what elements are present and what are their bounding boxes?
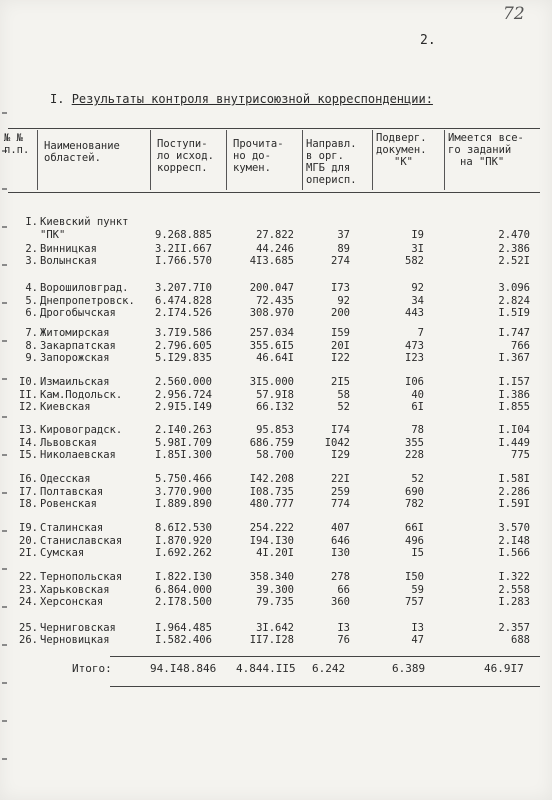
total-subjected: 6.389 <box>392 662 426 675</box>
row-subjected: I50 <box>405 571 424 583</box>
row-sent: I59 <box>331 327 350 339</box>
table-row <box>0 424 552 437</box>
row-read: 58.700 <box>256 449 294 461</box>
row-sent: 92 <box>337 295 350 307</box>
row-read: 4I.20I <box>256 547 294 559</box>
total-bottom-rule <box>110 686 540 687</box>
row-region: Днепропетровск. <box>40 295 135 307</box>
row-received: 2.9I5.I49 <box>155 401 212 413</box>
header-subjected: Подверг. докумен. "К" <box>376 132 427 168</box>
row-region: Николаевская <box>40 449 116 461</box>
row-tasks: 775 <box>511 449 530 461</box>
table-row <box>0 376 552 389</box>
row-sent: 774 <box>331 498 350 510</box>
row-tasks: I.855 <box>498 401 530 413</box>
row-region: Львовская <box>40 437 97 449</box>
row-number: 23. <box>19 584 38 596</box>
header-region: Наименование областей. <box>44 140 120 164</box>
archive-page-number: 72 <box>503 4 525 24</box>
row-number: 20. <box>19 535 38 547</box>
row-subjected: 59 <box>411 584 424 596</box>
table-row <box>0 571 552 584</box>
row-read: 355.6I5 <box>249 340 294 352</box>
column-divider <box>444 130 445 190</box>
row-received: I.85I.300 <box>155 449 212 461</box>
row-number: 24. <box>19 596 38 608</box>
total-received: 94.I48.846 <box>150 662 217 675</box>
row-read: II7.I28 <box>249 634 294 646</box>
row-sent: 66 <box>337 584 350 596</box>
header-received: Поступи- ло исход. корресп. <box>157 138 214 174</box>
row-sent: 58 <box>337 389 350 401</box>
row-number: 26. <box>19 634 38 646</box>
row-subjected: 78 <box>411 424 424 436</box>
row-sent: 274 <box>331 255 350 267</box>
row-sent: 89 <box>337 243 350 255</box>
row-subjected: 496 <box>405 535 424 547</box>
row-received: 2.796.605 <box>155 340 212 352</box>
row-received: 3.770.900 <box>155 486 212 498</box>
row-subjected: 40 <box>411 389 424 401</box>
row-tasks: 2.386 <box>498 243 530 255</box>
row-read: 200.047 <box>249 282 294 294</box>
row-region: Запорожская <box>40 352 110 364</box>
table-row <box>0 634 552 647</box>
row-tasks: 766 <box>511 340 530 352</box>
section-heading <box>50 92 433 106</box>
total-top-rule <box>110 656 540 657</box>
row-tasks: 2.558 <box>498 584 530 596</box>
table-row <box>0 596 552 609</box>
table-row <box>0 547 552 560</box>
table-row <box>0 216 552 241</box>
table-row <box>0 282 552 295</box>
row-number: II. <box>19 389 38 401</box>
row-tasks: I.59I <box>498 498 530 510</box>
row-region: Черниговская <box>40 622 116 634</box>
row-number: 2I. <box>19 547 38 559</box>
row-tasks: 2.824 <box>498 295 530 307</box>
row-number: I. <box>25 216 38 228</box>
total-read: 4.844.II5 <box>236 662 296 675</box>
table-row <box>0 307 552 320</box>
row-sent: I3 <box>337 622 350 634</box>
row-read: 46.64I <box>256 352 294 364</box>
row-received: 5.98I.709 <box>155 437 212 449</box>
row-read: 480.777 <box>249 498 294 510</box>
table-row <box>0 401 552 414</box>
row-received: 3.207.7I0 <box>155 282 212 294</box>
row-sent: I22 <box>331 352 350 364</box>
total-label: Итого: <box>72 662 112 675</box>
row-read: 95.853 <box>256 424 294 436</box>
row-number: I7. <box>19 486 38 498</box>
row-read: 3I5.000 <box>249 376 294 388</box>
row-received: 3.7I9.586 <box>155 327 212 339</box>
row-read: I94.I30 <box>249 535 294 547</box>
row-number: 7. <box>25 327 38 339</box>
page-number: 2. <box>420 33 436 48</box>
column-divider <box>37 130 38 190</box>
row-read: 39.300 <box>256 584 294 596</box>
row-sent: 407 <box>331 522 350 534</box>
row-region: Винницкая <box>40 243 97 255</box>
table-row <box>0 255 552 268</box>
row-received: 9.268.885 <box>155 229 212 241</box>
total-sent: 6.242 <box>312 662 346 675</box>
row-region: Киевская <box>40 401 91 413</box>
row-tasks: I.58I <box>498 473 530 485</box>
row-received: 2.I40.263 <box>155 424 212 436</box>
row-read: 57.9I8 <box>256 389 294 401</box>
row-subjected: 355 <box>405 437 424 449</box>
row-subjected: 757 <box>405 596 424 608</box>
column-divider <box>150 130 151 190</box>
row-subjected: I5 <box>411 547 424 559</box>
row-region: Измаильская <box>40 376 110 388</box>
row-read: I08.735 <box>249 486 294 498</box>
row-received: I.822.I30 <box>155 571 212 583</box>
row-region: Херсонская <box>40 596 104 608</box>
row-subjected: 47 <box>411 634 424 646</box>
row-tasks: I.449 <box>498 437 530 449</box>
row-tasks: I.367 <box>498 352 530 364</box>
row-number: I2. <box>19 401 38 413</box>
row-tasks: I.283 <box>498 596 530 608</box>
row-received: 6.474.828 <box>155 295 212 307</box>
header-read: Прочита- но до- кумен. <box>233 138 284 174</box>
row-read: 66.I32 <box>256 401 294 413</box>
row-read: 308.970 <box>249 307 294 319</box>
row-subjected: I3 <box>411 622 424 634</box>
header-sent: Направл. в орг. МГБ для оперисп. <box>306 138 357 186</box>
row-region: Станиславская <box>40 535 123 547</box>
row-subjected: 582 <box>405 255 424 267</box>
row-sent: 20I <box>331 340 350 352</box>
row-received: 2.560.000 <box>155 376 212 388</box>
row-sent: 278 <box>331 571 350 583</box>
row-received: 2.956.724 <box>155 389 212 401</box>
row-tasks: 3.570 <box>498 522 530 534</box>
row-number: 6. <box>25 307 38 319</box>
column-divider <box>226 130 227 190</box>
row-number: 2. <box>25 243 38 255</box>
row-region: Закарпатская <box>40 340 116 352</box>
row-subjected: 443 <box>405 307 424 319</box>
row-subjected: I23 <box>405 352 424 364</box>
row-tasks: 2.I48 <box>498 535 530 547</box>
table-row <box>0 522 552 535</box>
row-number: 8. <box>25 340 38 352</box>
row-number: I8. <box>19 498 38 510</box>
row-received: I.889.890 <box>155 498 212 510</box>
row-read: 27.822 <box>256 229 294 241</box>
row-number: 25. <box>19 622 38 634</box>
row-region: Сталинская <box>40 522 104 534</box>
row-received: I.964.485 <box>155 622 212 634</box>
row-tasks: 2.286 <box>498 486 530 498</box>
row-sent: 76 <box>337 634 350 646</box>
row-region: Киевский пункт <box>40 216 129 228</box>
section-number: I. <box>50 92 65 106</box>
row-received: 2.I78.500 <box>155 596 212 608</box>
row-number: 4. <box>25 282 38 294</box>
row-received: 2.I74.526 <box>155 307 212 319</box>
row-number: 9. <box>25 352 38 364</box>
table-row <box>0 449 552 462</box>
table-top-rule <box>8 128 540 129</box>
section-title: Результаты контроля внутрисоюзной корреспонденции: <box>71 92 433 106</box>
total-tasks: 46.9I7 <box>484 662 524 675</box>
row-read: 254.222 <box>249 522 294 534</box>
row-region: Черновицкая <box>40 634 110 646</box>
row-number: I4. <box>19 437 38 449</box>
row-tasks: 3.096 <box>498 282 530 294</box>
row-sent: 259 <box>331 486 350 498</box>
row-region: Кировоградск. <box>40 424 123 436</box>
row-sent: I29 <box>331 449 350 461</box>
row-sent: I042 <box>324 437 350 449</box>
row-read: 72.435 <box>256 295 294 307</box>
row-sent: I73 <box>331 282 350 294</box>
column-divider <box>372 130 373 190</box>
row-sent: 22I <box>331 473 350 485</box>
row-region: Кам.Подольск. <box>40 389 123 401</box>
row-received: I.582.406 <box>155 634 212 646</box>
row-received: 3.2II.667 <box>155 243 212 255</box>
row-sent: 646 <box>331 535 350 547</box>
table-row <box>0 327 552 340</box>
row-tasks: I.I04 <box>498 424 530 436</box>
row-number: 22. <box>19 571 38 583</box>
row-read: 3I.642 <box>256 622 294 634</box>
row-subjected: 7 <box>417 327 424 339</box>
row-read: 358.340 <box>249 571 294 583</box>
row-region: Волынская <box>40 255 97 267</box>
row-sent: 200 <box>331 307 350 319</box>
row-region: Ворошиловград. <box>40 282 129 294</box>
row-number: I5. <box>19 449 38 461</box>
row-sent: 360 <box>331 596 350 608</box>
row-region: Харьковская <box>40 584 110 596</box>
row-region: Ровенская <box>40 498 97 510</box>
row-tasks: I.386 <box>498 389 530 401</box>
row-tasks: 2.52I <box>498 255 530 267</box>
row-subjected: I06 <box>405 376 424 388</box>
row-number: I9. <box>19 522 38 534</box>
row-number: 5. <box>25 295 38 307</box>
column-divider <box>302 130 303 190</box>
row-number: I3. <box>19 424 38 436</box>
row-read: I42.208 <box>249 473 294 485</box>
table-row <box>0 498 552 511</box>
row-number: I0. <box>19 376 38 388</box>
row-read: 44.246 <box>256 243 294 255</box>
row-tasks: I.322 <box>498 571 530 583</box>
row-sent: I74 <box>331 424 350 436</box>
row-tasks: I.5I9 <box>498 307 530 319</box>
row-subjected: I9 <box>411 229 424 241</box>
row-region: Сумская <box>40 547 85 559</box>
table-header-rule <box>8 192 540 193</box>
row-received: I.766.570 <box>155 255 212 267</box>
row-received: I.692.262 <box>155 547 212 559</box>
row-subjected: 52 <box>411 473 424 485</box>
row-received: 5.750.466 <box>155 473 212 485</box>
row-region: Полтавская <box>40 486 104 498</box>
row-tasks: 2.470 <box>498 229 530 241</box>
row-subjected: 690 <box>405 486 424 498</box>
row-subjected: 473 <box>405 340 424 352</box>
row-read: 686.759 <box>249 437 294 449</box>
header-number: № № п.п. <box>4 132 30 156</box>
row-tasks: I.747 <box>498 327 530 339</box>
row-read: 257.034 <box>249 327 294 339</box>
row-subjected: 92 <box>411 282 424 294</box>
row-sent: 37 <box>337 229 350 241</box>
row-sent: 52 <box>337 401 350 413</box>
row-sent: I30 <box>331 547 350 559</box>
row-tasks: 2.357 <box>498 622 530 634</box>
row-subjected: 66I <box>405 522 424 534</box>
row-read: 79.735 <box>256 596 294 608</box>
row-subjected: 6I <box>411 401 424 413</box>
row-received: 5.I29.835 <box>155 352 212 364</box>
row-received: 8.6I2.530 <box>155 522 212 534</box>
row-tasks: I.566 <box>498 547 530 559</box>
row-sent: 2I5 <box>331 376 350 388</box>
row-region: Дрогобычская <box>40 307 116 319</box>
row-tasks: 688 <box>511 634 530 646</box>
row-number: 3. <box>25 255 38 267</box>
row-subjected: 782 <box>405 498 424 510</box>
row-tasks: I.I57 <box>498 376 530 388</box>
row-subjected: 228 <box>405 449 424 461</box>
row-received: I.870.920 <box>155 535 212 547</box>
row-region: Тернопольская <box>40 571 123 583</box>
row-received: 6.864.000 <box>155 584 212 596</box>
row-subjected: 3I <box>411 243 424 255</box>
table-row <box>0 473 552 486</box>
row-number: I6. <box>19 473 38 485</box>
row-subjected: 34 <box>411 295 424 307</box>
table-row <box>0 352 552 365</box>
row-region-continuation: "ПК" <box>40 229 66 241</box>
header-tasks: Имеется все- го заданий на "ПК" <box>448 132 524 168</box>
row-region: Одесская <box>40 473 91 485</box>
total-row <box>0 662 552 676</box>
row-region: Житомирская <box>40 327 110 339</box>
row-read: 4I3.685 <box>249 255 294 267</box>
